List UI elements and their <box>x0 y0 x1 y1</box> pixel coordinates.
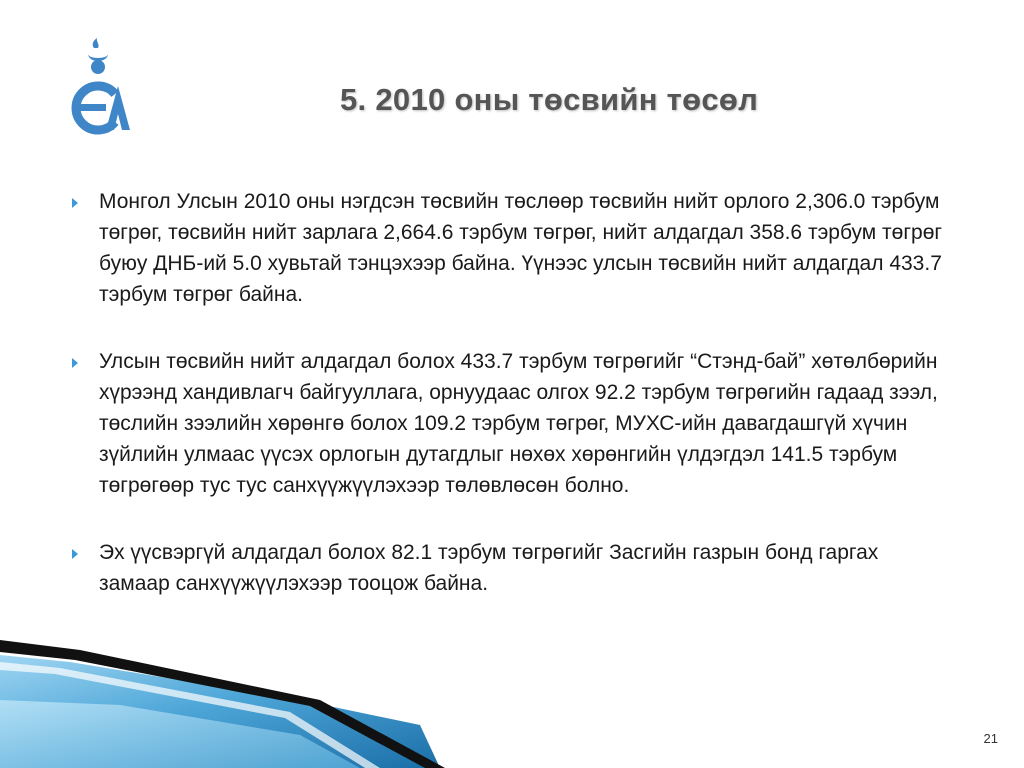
bullet-item <box>72 537 952 599</box>
bullet-list <box>72 186 952 599</box>
bullet-item <box>72 186 952 310</box>
bullet-text: Эх үүсвэргүй алдагдал болох 82.1 тэрбум төгрөгийг Засгийн газрын бонд гаргах замаар санхүүжүүлэхээр тооцож байна. <box>99 541 879 595</box>
bullet-arrow-icon <box>72 549 78 559</box>
ministry-logo-icon <box>58 36 138 136</box>
bullet-text: Монгол Улсын 2010 оны нэгдсэн төсвийн төслөөр төсвийн нийт орлого 2,306.0 тэрбум төгрөг, төсвийн нийт зарлага 2,664.6 тэрбум төгрөг, нийт алдагдал 358.6 тэрбум төгрөг буюу ДНБ-ий 5.0 хувьтай тэнцэхээр байна. Үүнээс улсын төсвийн нийт алдагдал 433.7 тэрбум төгрөг байна. <box>99 190 943 306</box>
bullet-arrow-icon <box>72 198 78 208</box>
page-number: 21 <box>983 731 998 746</box>
bullet-item <box>72 346 952 501</box>
bullet-text: Улсын төсвийн нийт алдагдал болох 433.7 тэрбум төгрөгийг “Стэнд-бай” хөтөлбөрийн хүрээнд хандивлагч байгууллага, орнуудаас олгох 92.2 тэрбум төгрөгийн гадаад зээл, төслийн зээлийн хөрөнгө болох 109.2 тэрбум төгрөг, МУХС-ийн давагдашгүй хүчин зүйлийн улмаас үүсэх орлогын дутагдлыг нөхөх хөрөнгийн үлдэгдэл 141.5 тэрбум төгрөгөөр тус тус санхүүжүүлэхээр төлөвлөсөн болно. <box>99 350 938 497</box>
bullet-arrow-icon <box>72 358 78 368</box>
slide-title: 5. 2010 оны төсвийн төсөл <box>340 82 759 117</box>
